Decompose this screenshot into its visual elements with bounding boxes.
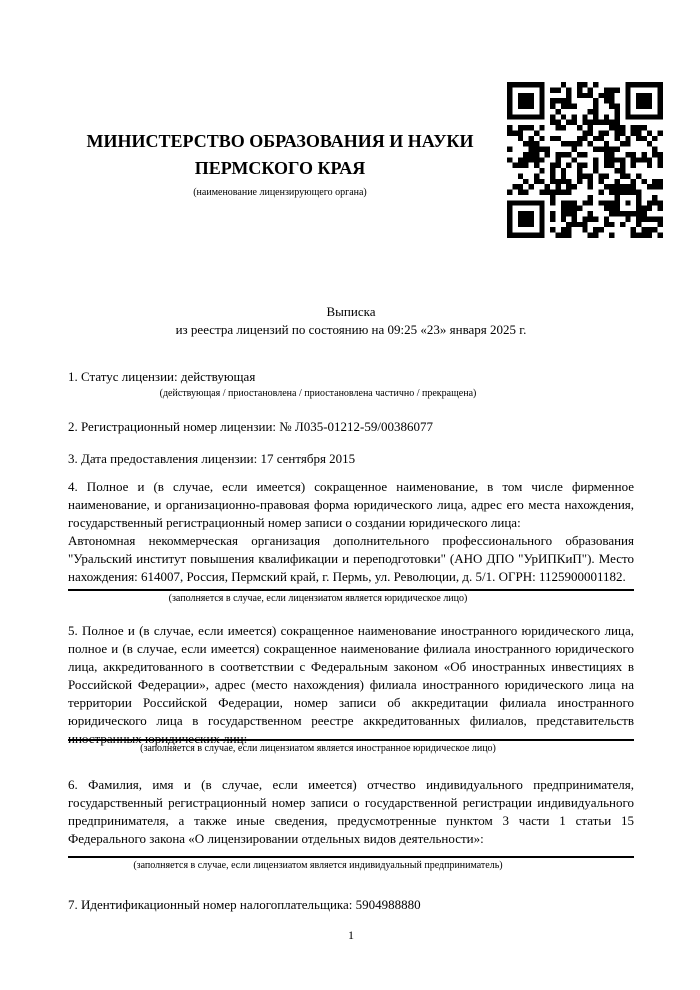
item7-taxpayer-number: 7. Идентификационный номер налогоплательщика: 5904988880: [68, 897, 421, 912]
item2-registration-number: 2. Регистрационный номер лицензии: № Л035-01212-59/00386077: [68, 419, 434, 434]
item6-caption: (заполняется в случае, если лицензиатом является индивидуальный предприниматель): [133, 860, 503, 871]
document-title-line1: Выписка: [326, 304, 376, 319]
item4-value: Автономная некоммерческая организация дополнительного профессионального образования "Уральский институт повышения квалификации и переподготовки" (АНО ДПО "УрИПКиП"). Место нахождения: 614007, Россия, Пермский край, г. Пермь, ул. Революции, д. 5/1. ОГРН: 1125900001182.: [68, 533, 634, 584]
item4-legal-entity: [68, 478, 634, 586]
item5-foreign-entity: 5. Полное и (в случае, если имеется) сокращенное наименование иностранного юридического лица, полное и (в случае, если имеется) сокращенное наименование филиала иностранного юридического лица, аккредитованного в соответствии с Федеральным законом «Об иностранных инвестициях в Российской Федерации», адрес (место нахождения) филиала иностранного юридического лица на территории Российской Федерации, номер записи об аккредитации филиала иностранного юридического лица в государственном реестре аккредитованных филиалов, представительств иностранных юридических лиц:: [68, 623, 634, 746]
page-number: 1: [348, 928, 354, 942]
item4-fill-section: [68, 589, 634, 605]
item6-individual-entrepreneur: 6. Фамилия, имя и (в случае, если имеется) отчество индивидуального предпринимателя, государственный регистрационный номер записи о государственной регистрации индивидуального предпринимателя, а также иные сведения, предусмотренные пунктом 3 части 1 статьи 15 Федерального закона «О лицензировании отдельных видов деятельности»:: [68, 777, 634, 846]
qr-code-icon: [504, 82, 666, 238]
ministry-name-line2: ПЕРМСКОГО КРАЯ: [194, 158, 366, 178]
item3-license-date: 3. Дата предоставления лицензии: 17 сентября 2015: [68, 451, 356, 466]
ministry-caption: (наименование лицензирующего органа): [193, 187, 367, 198]
item5-caption: (заполняется в случае, если лицензиатом является иностранное юридическое лицо): [140, 743, 496, 754]
document-title: [68, 303, 634, 338]
item5-fill-section: [68, 739, 634, 755]
ministry-header: [70, 128, 490, 198]
item4-label: 4. Полное и (в случае, если имеется) сокращенное наименование, в том числе фирменное наименование, и организационно-правовая форма юридического лица, адрес его места нахождения, государственный регистрационный номер записи о создании юридического лица:: [68, 479, 634, 530]
ministry-name-line1: МИНИСТЕРСТВО ОБРАЗОВАНИЯ И НАУКИ: [86, 131, 474, 151]
document-title-line2: из реестра лицензий по состоянию на 09:25 «23» января 2025 г.: [175, 321, 527, 337]
item1-status: 1. Статус лицензии: действующая: [68, 369, 256, 384]
item6-fill-section: [68, 856, 634, 872]
item1-caption: (действующая / приостановлена / приостановлена частично / прекращена): [159, 388, 477, 399]
item4-caption: (заполняется в случае, если лицензиатом является юридическое лицо): [168, 593, 468, 604]
